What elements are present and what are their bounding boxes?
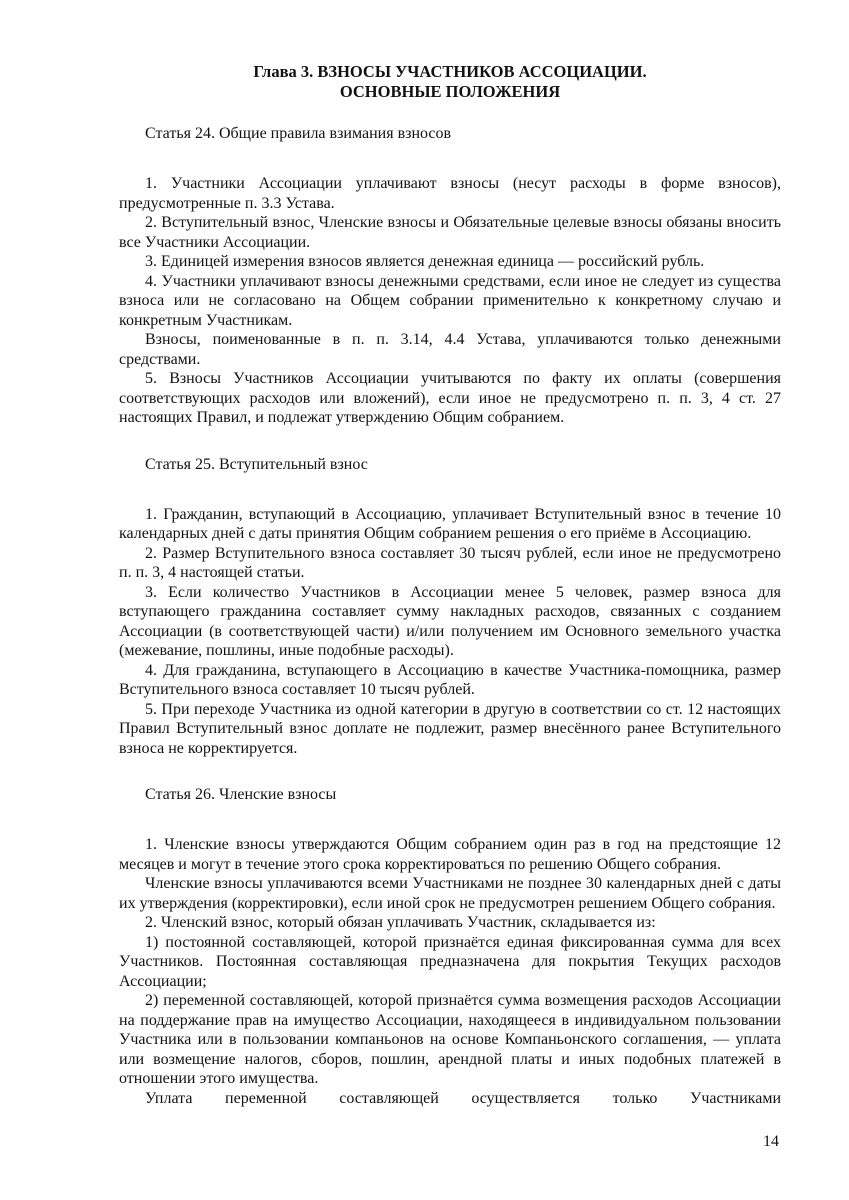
chapter-title-line-2: ОСНОВНЫЕ ПОЛОЖЕНИЯ xyxy=(339,82,561,101)
paragraph: 4. Для гражданина, вступающего в Ассоциацию в качестве Участника-помощника, размер Вступительного взноса составляет 10 тысяч рублей. xyxy=(119,661,781,698)
paragraph: 5. При переходе Участника из одной категории в другую в соответствии со ст. 12 настоящих Правил Вступительный взнос доплате не подлежит, размер внесённого ранее Вступительного взноса не корректируется. xyxy=(119,700,781,757)
article-heading: Статья 24. Общие правила взимания взносов xyxy=(145,125,452,142)
paragraph: 1. Членские взносы утверждаются Общим собранием один раз в год на предстоящие 12 месяцев и могут в течение этого срока корректироваться по решению Общего собрания. xyxy=(119,836,781,873)
article-26 xyxy=(119,785,781,1108)
article-heading: Статья 25. Вступительный взнос xyxy=(145,455,368,473)
paragraph: 1. Гражданин, вступающий в Ассоциацию, уплачивает Вступительный взнос в течение 10 календарных дней с даты принятия Общим собранием решения о его приёме в Ассоциацию. xyxy=(119,505,781,542)
article-heading: Статья 26. Членские взносы xyxy=(145,786,337,803)
paragraph: Членские взносы уплачиваются всеми Участниками не позднее 30 календарных дней с даты их утверждения (корректировки), если иной срок не предусмотрен решением Общего собрания. xyxy=(119,875,781,912)
article-24 xyxy=(119,124,781,428)
chapter-title xyxy=(119,62,781,102)
paragraph: 5. Взносы Участников Ассоциации учитываются по факту их оплаты (совершения соответствующих расходов или вложений), если иное не предусмотрено п. п. 3, 4 ст. 27 настоящих Правил, и подлежат утверждению Общим собранием. xyxy=(119,370,781,426)
paragraph: 1. Участники Ассоциации уплачивают взносы (несут расходы в форме взносов), предусмотренные п. 3.3 Устава. xyxy=(119,175,781,212)
article-25 xyxy=(119,455,781,759)
paragraph: Взносы, поименованные в п. п. 3.14, 4.4 Устава, уплачиваются только денежными средствами. xyxy=(119,331,781,368)
paragraph: 2. Членский взнос, который обязан уплачивать Участник, складывается из: xyxy=(145,914,656,931)
paragraph: 2) переменной составляющей, которой признаётся сумма возмещения расходов Ассоциации на поддержание прав на имущество Ассоциации, находящееся в индивидуальном пользовании Участника или в пользовании компаньонов на основе Компаньонского соглашения, — уплата или возмещение налогов, сборов, пошлин, арендной платы и иных подобных платежей в отношении этого имущества. xyxy=(119,992,781,1087)
document-page xyxy=(119,62,781,1108)
paragraph: 4. Участники уплачивают взносы денежными средствами, если иное не следует из существа взноса или не согласовано на Общем собрании применительно к конкретному случаю и конкретным Участникам. xyxy=(119,272,781,329)
chapter-title-line-1: Глава 3. ВЗНОСЫ УЧАСТНИКОВ АССОЦИАЦИИ. xyxy=(253,62,647,81)
paragraph: 2. Вступительный взнос, Членские взносы и Обязательные целевые взносы обязаны вносить все Участники Ассоциации. xyxy=(119,214,781,251)
paragraph: 1) постоянной составляющей, которой признаётся единая фиксированная сумма для всех Участников. Постоянная составляющая предназначена для покрытия Текущих расходов Ассоциации; xyxy=(119,933,781,990)
paragraph: 2. Размер Вступительного взноса составляет 30 тысяч рублей, если иное не предусмотрено п. п. 3, 4 настоящей статьи. xyxy=(119,544,781,581)
paragraph: 3. Если количество Участников в Ассоциации менее 5 человек, размер взноса для вступающего гражданина составляет сумму накладных расходов, связанных с созданием Ассоциации (в соответствующей части) и/или получением им Основного земельного участка (межевание, пошлины, иные подобные расходы). xyxy=(119,583,781,659)
page-number: 14 xyxy=(763,1133,779,1150)
paragraph: 3. Единицей измерения взносов является денежная единица — российский рубль. xyxy=(145,253,705,270)
paragraph: Уплата переменной составляющей осуществляется только Участниками xyxy=(145,1089,781,1107)
